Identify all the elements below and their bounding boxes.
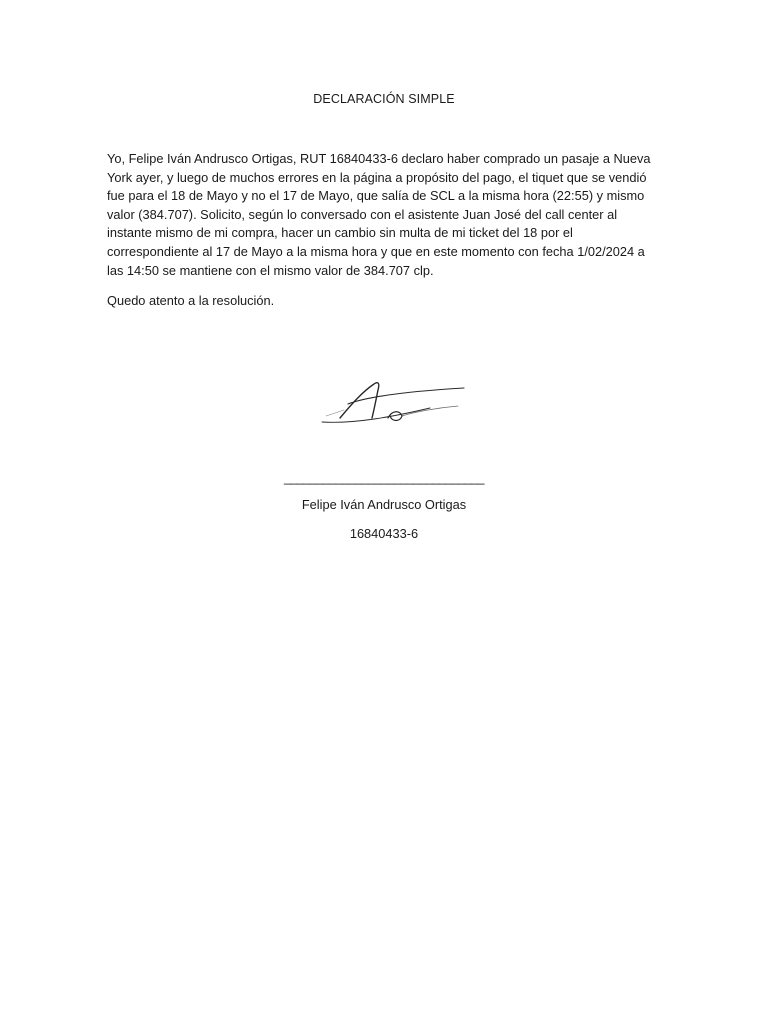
signer-rut: 16840433-6 xyxy=(349,526,419,541)
signer-name: Felipe Iván Andrusco Ortigas xyxy=(301,497,467,512)
signature-line: _______________________________ xyxy=(283,471,484,485)
handwritten-signature xyxy=(296,366,472,428)
declaration-paragraph: Yo, Felipe Iván Andrusco Ortigas, RUT 16840433-6 declaro haber comprado un pasaje a Nueva York ayer, y luego de muchos errores en la página a propósito del pago, el tiquet que se vendió fue para el 18 de Mayo y no el 17 de Mayo, que salía de SCL a la misma hora (22:55) y mismo valor (384.707). Solicito, según lo conversado con el asistente Juan José del call center al instante mismo de mi compra, hacer un cambio sin multa de mi ticket del 18 por el correspondiente al 17 de Mayo a la misma hora y que en este momento con fecha 1/02/2024 a las 14:50 se mantiene con el mismo valor de 384.707 clp. xyxy=(107,151,651,278)
document-title: DECLARACIÓN SIMPLE xyxy=(313,92,455,106)
closing-line: Quedo atento a la resolución. xyxy=(107,293,275,308)
